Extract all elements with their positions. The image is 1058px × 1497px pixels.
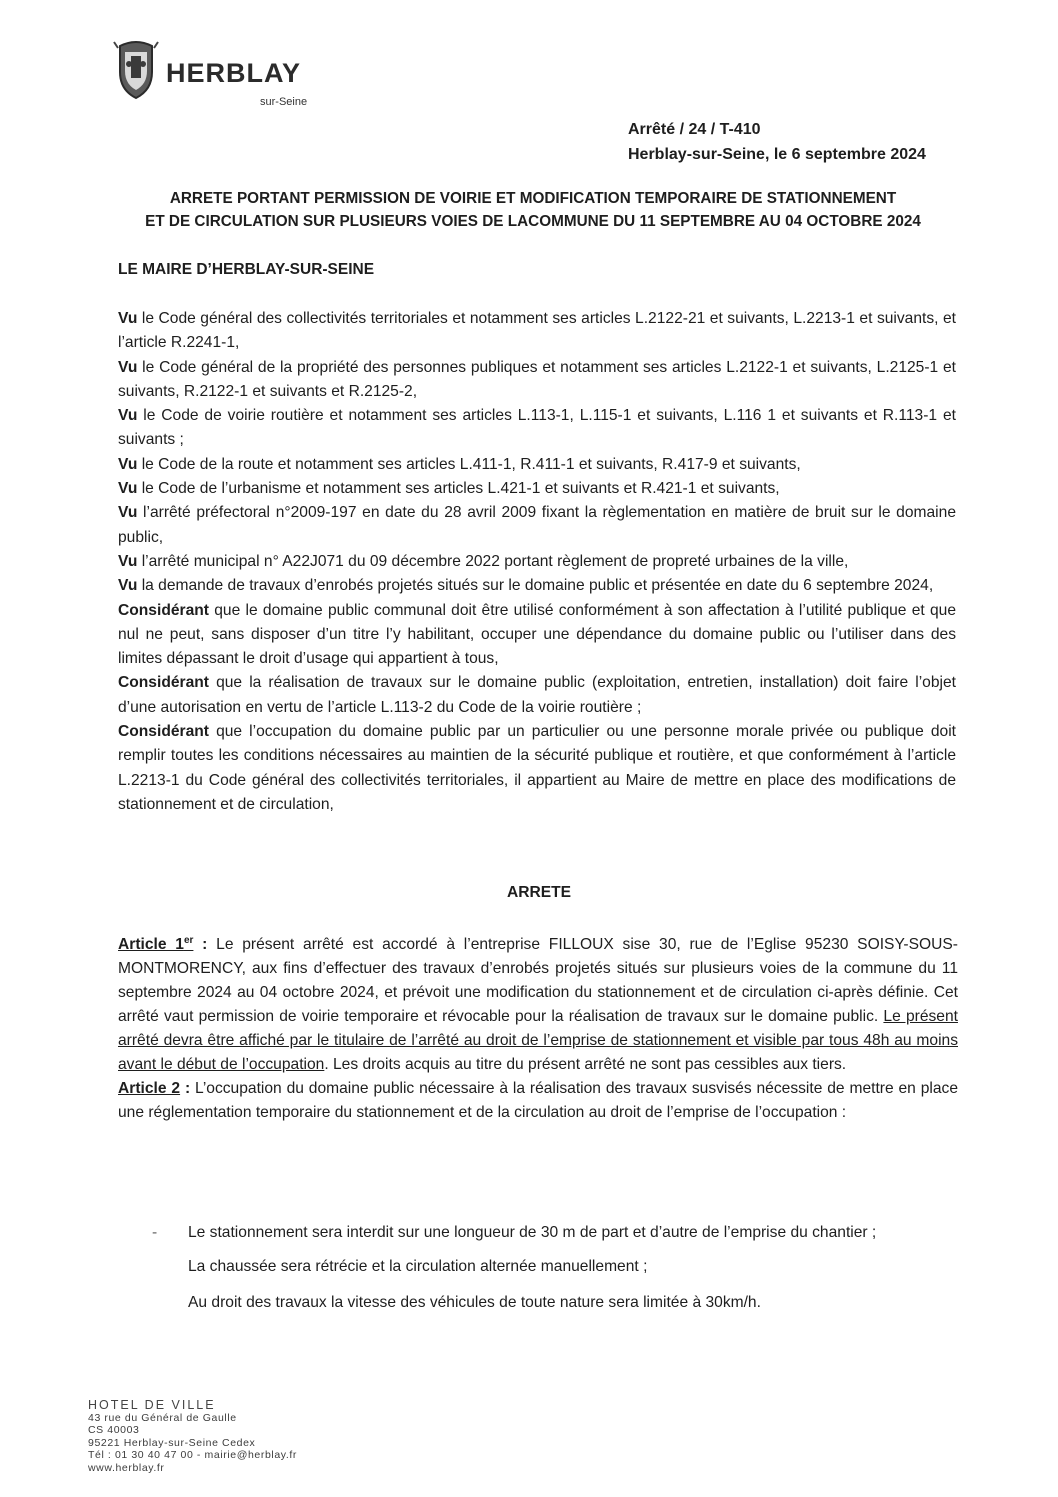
footer-address bbox=[88, 1399, 297, 1474]
considerant-keyword: Considérant bbox=[118, 674, 209, 692]
footer-city: 95221 Herblay-sur-Seine Cedex bbox=[88, 1436, 256, 1449]
article-2-label: Article 2 bbox=[118, 1080, 181, 1098]
footer-title: HOTEL DE VILLE bbox=[88, 1398, 216, 1412]
city-logo bbox=[112, 38, 342, 118]
footer-website: www.herblay.fr bbox=[88, 1461, 165, 1474]
list-item bbox=[152, 1215, 958, 1251]
considerant-text: que la réalisation de travaux sur le domaine public (exploitation, entretien, installation) doit faire l’objet d’une autorisation en vertu de l’article L.113-2 du Code de la voirie routière ; bbox=[118, 674, 956, 716]
visa-paragraph bbox=[118, 550, 956, 574]
article-2 bbox=[118, 1077, 958, 1125]
document-reference bbox=[628, 117, 926, 167]
visa-paragraph bbox=[118, 453, 956, 477]
visa-keyword: Vu bbox=[118, 480, 138, 498]
logo-name: HERBLAY bbox=[166, 58, 302, 88]
footer-cs: CS 40003 bbox=[88, 1424, 140, 1436]
considerant-paragraph bbox=[118, 720, 956, 817]
title-line-2: ET DE CIRCULATION SUR PLUSIEURS VOIES DE LACOMMUNE DU 11 SEPTEMBRE AU 04 OCTOBRE 2024 bbox=[145, 213, 921, 230]
visa-paragraph bbox=[118, 356, 956, 405]
article-1-label bbox=[118, 936, 193, 953]
considerant-paragraph bbox=[118, 599, 956, 672]
footer-contact: Tél : 01 30 40 47 00 - mairie@herblay.fr bbox=[88, 1449, 297, 1461]
considerant-keyword: Considérant bbox=[118, 723, 209, 741]
article-1-separator: : bbox=[193, 936, 217, 954]
list-item bbox=[152, 1291, 958, 1315]
list-item bbox=[152, 1255, 958, 1279]
article-2-text: L’occupation du domaine public nécessaire à la réalisation des travaux susvisés nécessite de mettre en place une réglementation temporaire du stationnement et de la circulation au droit de l’emprise de l’occupation : bbox=[118, 1080, 958, 1122]
place-and-date: Herblay-sur-Seine, le 6 septembre 2024 bbox=[628, 146, 926, 163]
footer-street: 43 rue du Général de Gaulle bbox=[88, 1411, 237, 1424]
article-1-sup: er bbox=[183, 935, 194, 946]
article-2-separator: : bbox=[180, 1080, 196, 1098]
visa-paragraph bbox=[118, 307, 956, 356]
visa-text: le Code de la route et notamment ses articles L.411-1, R.411-1 et suivants, R.417-9 et suivants, bbox=[137, 455, 801, 473]
visa-keyword: Vu bbox=[118, 455, 138, 473]
visa-paragraph bbox=[118, 477, 956, 501]
article-1 bbox=[118, 929, 958, 1077]
visa-keyword: Vu bbox=[118, 552, 138, 570]
document-title bbox=[108, 187, 958, 233]
measure-text: Le stationnement sera interdit sur une longueur de 30 m de part et d’autre de l’emprise du chantier ; bbox=[188, 1224, 877, 1241]
considerant-text: que le domaine public communal doit être utilisé conformément à son affectation à l’utilité publique et que nul ne peut, sans disposer d’un titre l’y habilitant, occuper une dépendance du domaine public ou l’utiliser dans des limites dépassant le droit d’usage qui appartient à tous, bbox=[118, 601, 956, 668]
visa-keyword: Vu bbox=[118, 358, 138, 376]
article-1-underlined: Le présent arrêté devra être affiché par le titulaire de l’arrêté au droit de l’emprise de stationnement et visible par tous 48h au moins avant le début de l’occupation bbox=[118, 1008, 958, 1074]
article-1-tail: . Les droits acquis au titre du présent arrêté ne sont pas cessibles aux tiers. bbox=[324, 1056, 847, 1074]
article-1-label-text: Article 1 bbox=[118, 936, 184, 954]
visa-text: l’arrêté préfectoral n°2009-197 en date du 28 avril 2009 fixant la règlementation en matière de bruit sur le domaine public, bbox=[118, 504, 956, 546]
visa-text: la demande de travaux d’enrobés projetés situés sur le domaine public et présentée en date du 6 septembre 2024, bbox=[137, 577, 934, 595]
measure-text: Au droit des travaux la vitesse des véhicules de toute nature sera limitée à 30km/h. bbox=[188, 1294, 761, 1311]
list-dash: - bbox=[152, 1224, 158, 1241]
visa-keyword: Vu bbox=[118, 407, 138, 425]
visa-paragraph bbox=[118, 501, 956, 550]
maire-heading: LE MAIRE D’HERBLAY-SUR-SEINE bbox=[118, 261, 375, 278]
visa-text: le Code général de la propriété des personnes publiques et notamment ses articles L.2122-1 et suivants, L.2125-1 et suivants, R.2122-1 et suivants et R.2125-2, bbox=[118, 358, 956, 400]
considerant-text: que l’occupation du domaine public par un particulier ou une personne morale privée ou publique doit remplir toutes les conditions nécessaires au maintien de la sécurité publique et routière, et que conformément à l’article L.2213-1 du Code général des collectivités territoriales, il appartient au Maire de mettre en place des modifications de stationnement et de circulation, bbox=[118, 723, 956, 813]
measure-text: La chaussée sera rétrécie et la circulation alternée manuellement ; bbox=[188, 1258, 648, 1275]
considerant-paragraph bbox=[118, 671, 956, 720]
visa-keyword: Vu bbox=[118, 310, 138, 327]
considerant-keyword: Considérant bbox=[118, 601, 209, 619]
articles-section bbox=[118, 929, 958, 1125]
visa-text: le Code général des collectivités territoriales et notamment ses articles L.2122-21 et suivants, L.2213-1 et suivants, et l’article R.2241-1, bbox=[118, 310, 956, 352]
measures-list bbox=[152, 1215, 958, 1327]
visa-text: le Code de l’urbanisme et notamment ses articles L.421-1 et suivants et R.421-1 et suivants, bbox=[137, 480, 780, 498]
visa-paragraph bbox=[118, 404, 956, 453]
visa-paragraph bbox=[118, 574, 956, 598]
arrete-number: Arrêté / 24 / T-410 bbox=[628, 121, 761, 138]
visa-text: le Code de voirie routière et notamment ses articles L.113-1, L.115-1 et suivants, L.116 1 et suivants et R.113-1 et suivants ; bbox=[118, 407, 956, 449]
arrete-heading: ARRETE bbox=[506, 884, 572, 901]
logo-subtitle: sur-Seine bbox=[260, 96, 308, 108]
visa-text: l’arrêté municipal n° A22J071 du 09 décembre 2022 portant règlement de propreté urbaines de la ville, bbox=[137, 552, 849, 570]
title-line-1: ARRETE PORTANT PERMISSION DE VOIRIE ET MODIFICATION TEMPORAIRE DE STATIONNEMENT bbox=[169, 190, 897, 207]
visa-keyword: Vu bbox=[118, 577, 138, 595]
visa-keyword: Vu bbox=[118, 504, 138, 522]
visas-list bbox=[118, 307, 956, 817]
city-crest-icon bbox=[112, 38, 160, 100]
article-1-text: Le présent arrêté est accordé à l’entreprise FILLOUX sise 30, rue de l’Eglise 95230 SOISY-SOUS-MONTMORENCY, aux fins d’effectuer des travaux d’enrobés projetés situés sur plusieurs voies de la commune du 11 septembre 2024 au 04 octobre 2024, et prévoit une modification du stationnement et de circulation ci-après définie. Cet arrêté vaut permission de voirie temporaire et révocable pour la réalisation de travaux sur le domaine public. bbox=[118, 936, 958, 1026]
